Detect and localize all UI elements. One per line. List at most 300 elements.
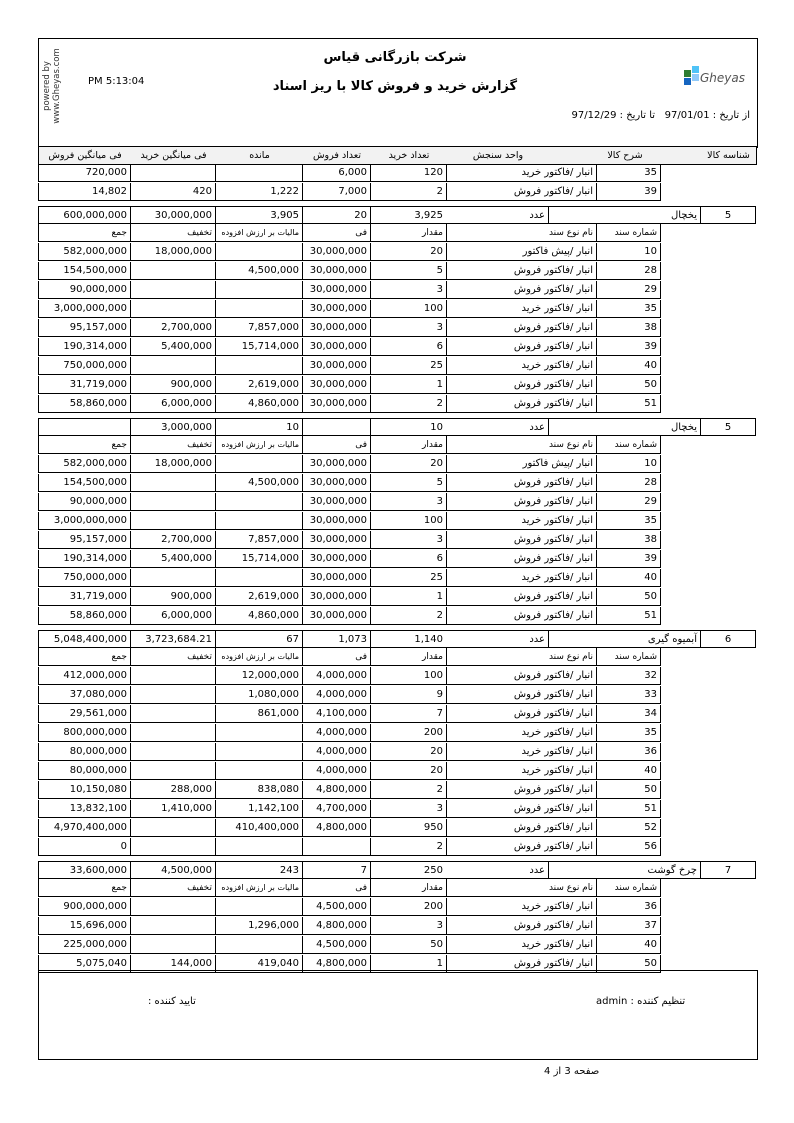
item-unit: عدد bbox=[446, 630, 548, 648]
doc-qty: 7 bbox=[370, 705, 446, 723]
doc-type: انبار /فاکتور فروش bbox=[446, 395, 596, 413]
doc-number: 35 bbox=[596, 512, 661, 530]
doc-discount bbox=[130, 686, 215, 704]
doc-vat bbox=[215, 512, 302, 530]
detail-row bbox=[38, 531, 756, 550]
doc-discount bbox=[130, 164, 215, 182]
item-avg-sell: 33,600,000 bbox=[38, 861, 130, 879]
doc-qty: 25 bbox=[370, 357, 446, 375]
item-remaining: 3,905 bbox=[215, 206, 302, 224]
doc-price: 30,000,000 bbox=[302, 512, 370, 530]
doc-total: 225,000,000 bbox=[38, 936, 130, 954]
doc-discount bbox=[130, 936, 215, 954]
doc-number: 34 bbox=[596, 705, 661, 723]
detail-row bbox=[38, 357, 756, 376]
doc-type: انبار /فاکتور خرید bbox=[446, 724, 596, 742]
doc-type: انبار /فاکتور فروش bbox=[446, 838, 596, 856]
item-avg-buy: 3,723,684.21 bbox=[130, 630, 215, 648]
doc-total: 29,561,000 bbox=[38, 705, 130, 723]
doc-discount: 420 bbox=[130, 183, 215, 201]
doc-discount: 900,000 bbox=[130, 588, 215, 606]
page-label: صفحه bbox=[573, 1066, 600, 1077]
detail-row bbox=[38, 319, 756, 338]
preparer-label: تنظیم کننده : bbox=[630, 996, 686, 1007]
detail-row bbox=[38, 474, 756, 493]
page-current: 3 bbox=[564, 1066, 571, 1077]
doc-total: 31,719,000 bbox=[38, 376, 130, 394]
detail-row bbox=[38, 455, 756, 474]
doc-qty: 6 bbox=[370, 338, 446, 356]
item-name: چرخ گوشت bbox=[548, 861, 700, 879]
doc-vat bbox=[215, 898, 302, 916]
company-name: شرکت بازرگانی قیاس bbox=[323, 50, 467, 65]
doc-qty: 6 bbox=[370, 550, 446, 568]
doc-vat: 7,857,000 bbox=[215, 319, 302, 337]
doc-qty: 3 bbox=[370, 917, 446, 935]
doc-price: 4,000,000 bbox=[302, 724, 370, 742]
item-id: 7 bbox=[700, 861, 756, 879]
doc-vat: 4,500,000 bbox=[215, 262, 302, 280]
doc-price: 30,000,000 bbox=[302, 243, 370, 261]
doc-discount: 6,000,000 bbox=[130, 395, 215, 413]
doc-type: انبار /فاکتور فروش bbox=[446, 607, 596, 625]
detail-row bbox=[38, 183, 756, 202]
doc-type: انبار /فاکتور خرید bbox=[446, 898, 596, 916]
label-qty: مقدار bbox=[370, 879, 446, 897]
doc-price: 4,800,000 bbox=[302, 781, 370, 799]
col-sell-count: تعداد فروش bbox=[302, 146, 371, 165]
detail-row bbox=[38, 917, 756, 936]
label-doc-type: نام نوع سند bbox=[446, 648, 596, 666]
doc-type: انبار /فاکتور فروش bbox=[446, 686, 596, 704]
doc-number: 50 bbox=[596, 781, 661, 799]
item-name: یخچال bbox=[548, 206, 700, 224]
detail-label-row bbox=[38, 224, 756, 243]
doc-price: 4,500,000 bbox=[302, 898, 370, 916]
doc-number: 39 bbox=[596, 338, 661, 356]
doc-discount bbox=[130, 898, 215, 916]
page-number bbox=[544, 1066, 599, 1077]
doc-type: انبار /فاکتور فروش bbox=[446, 338, 596, 356]
item-summary-row bbox=[38, 417, 756, 436]
doc-vat: 4,860,000 bbox=[215, 607, 302, 625]
powered-by bbox=[40, 42, 64, 134]
doc-qty: 20 bbox=[370, 743, 446, 761]
doc-price: 30,000,000 bbox=[302, 493, 370, 511]
doc-qty: 100 bbox=[370, 667, 446, 685]
doc-number: 51 bbox=[596, 395, 661, 413]
label-discount: تخفیف bbox=[130, 648, 215, 666]
doc-number: 38 bbox=[596, 319, 661, 337]
doc-vat bbox=[215, 838, 302, 856]
doc-vat bbox=[215, 936, 302, 954]
item-buy-count: 3,925 bbox=[370, 206, 446, 224]
doc-number: 40 bbox=[596, 936, 661, 954]
doc-type: انبار /پیش فاکتور bbox=[446, 243, 596, 261]
doc-total: 58,860,000 bbox=[38, 395, 130, 413]
doc-discount bbox=[130, 819, 215, 837]
doc-qty: 3 bbox=[370, 493, 446, 511]
signature-box bbox=[38, 970, 758, 1060]
logo-mark-icon bbox=[684, 66, 699, 85]
doc-vat bbox=[215, 281, 302, 299]
doc-vat bbox=[215, 493, 302, 511]
doc-total: 31,719,000 bbox=[38, 588, 130, 606]
detail-row bbox=[38, 667, 756, 686]
doc-vat bbox=[215, 743, 302, 761]
doc-total: 154,500,000 bbox=[38, 262, 130, 280]
doc-qty: 25 bbox=[370, 569, 446, 587]
doc-total: 4,970,400,000 bbox=[38, 819, 130, 837]
doc-type: انبار /فاکتور خرید bbox=[446, 936, 596, 954]
doc-discount: 2,700,000 bbox=[130, 531, 215, 549]
doc-total: 750,000,000 bbox=[38, 569, 130, 587]
doc-type: انبار /فاکتور فروش bbox=[446, 319, 596, 337]
doc-type: انبار /فاکتور فروش bbox=[446, 781, 596, 799]
item-sell-count: 7 bbox=[302, 861, 370, 879]
detail-label-row bbox=[38, 436, 756, 455]
doc-type: انبار /فاکتور خرید bbox=[446, 512, 596, 530]
doc-number: 36 bbox=[596, 898, 661, 916]
item-buy-count: 250 bbox=[370, 861, 446, 879]
doc-type: انبار /فاکتور فروش bbox=[446, 588, 596, 606]
detail-row bbox=[38, 838, 756, 857]
print-time: PM 5:13:04 bbox=[88, 76, 145, 87]
label-qty: مقدار bbox=[370, 224, 446, 242]
doc-type: انبار /فاکتور فروش bbox=[446, 550, 596, 568]
doc-qty: 2 bbox=[370, 395, 446, 413]
doc-total: 3,000,000,000 bbox=[38, 300, 130, 318]
item-sell-count: 1,073 bbox=[302, 630, 370, 648]
doc-price: 30,000,000 bbox=[302, 455, 370, 473]
doc-qty: 20 bbox=[370, 243, 446, 261]
doc-type: انبار /فاکتور خرید bbox=[446, 357, 596, 375]
doc-price: 30,000,000 bbox=[302, 376, 370, 394]
doc-discount bbox=[130, 838, 215, 856]
doc-price: 30,000,000 bbox=[302, 550, 370, 568]
doc-vat: 1,222 bbox=[215, 183, 302, 201]
doc-discount bbox=[130, 493, 215, 511]
doc-vat: 4,500,000 bbox=[215, 474, 302, 492]
label-qty: مقدار bbox=[370, 648, 446, 666]
doc-price: 30,000,000 bbox=[302, 569, 370, 587]
doc-total: 0 bbox=[38, 838, 130, 856]
doc-discount bbox=[130, 300, 215, 318]
doc-number: 10 bbox=[596, 243, 661, 261]
detail-row bbox=[38, 781, 756, 800]
doc-price: 30,000,000 bbox=[302, 395, 370, 413]
item-unit: عدد bbox=[446, 418, 548, 436]
doc-total: 14,802 bbox=[38, 183, 130, 201]
doc-type: انبار /فاکتور فروش bbox=[446, 376, 596, 394]
doc-price: 30,000,000 bbox=[302, 262, 370, 280]
doc-number: 40 bbox=[596, 569, 661, 587]
doc-number: 38 bbox=[596, 531, 661, 549]
item-summary-row bbox=[38, 860, 756, 879]
doc-vat: 1,296,000 bbox=[215, 917, 302, 935]
detail-row bbox=[38, 164, 756, 183]
doc-total: 582,000,000 bbox=[38, 243, 130, 261]
doc-qty: 20 bbox=[370, 762, 446, 780]
doc-price: 30,000,000 bbox=[302, 531, 370, 549]
approver bbox=[148, 996, 196, 1007]
doc-discount: 2,700,000 bbox=[130, 319, 215, 337]
doc-type: انبار /فاکتور فروش bbox=[446, 183, 596, 201]
label-discount: تخفیف bbox=[130, 436, 215, 454]
doc-qty: 50 bbox=[370, 936, 446, 954]
detail-row bbox=[38, 800, 756, 819]
detail-row bbox=[38, 493, 756, 512]
doc-qty: 2 bbox=[370, 838, 446, 856]
label-doc-type: نام نوع سند bbox=[446, 436, 596, 454]
doc-discount bbox=[130, 262, 215, 280]
doc-number: 50 bbox=[596, 376, 661, 394]
label-price: فی bbox=[302, 436, 370, 454]
doc-number: 29 bbox=[596, 281, 661, 299]
item-name: یخچال bbox=[548, 418, 700, 436]
doc-price: 4,800,000 bbox=[302, 917, 370, 935]
doc-price: 30,000,000 bbox=[302, 338, 370, 356]
doc-vat bbox=[215, 762, 302, 780]
doc-vat: 15,714,000 bbox=[215, 338, 302, 356]
doc-type: انبار /فاکتور فروش bbox=[446, 281, 596, 299]
doc-type: انبار /فاکتور خرید bbox=[446, 743, 596, 761]
doc-number: 39 bbox=[596, 183, 661, 201]
doc-price: 4,000,000 bbox=[302, 686, 370, 704]
doc-total: 90,000,000 bbox=[38, 493, 130, 511]
doc-type: انبار /فاکتور فروش bbox=[446, 493, 596, 511]
doc-total: 190,314,000 bbox=[38, 550, 130, 568]
doc-number: 50 bbox=[596, 955, 661, 973]
doc-type: انبار /فاکتور خرید bbox=[446, 762, 596, 780]
label-discount: تخفیف bbox=[130, 879, 215, 897]
doc-price: 4,000,000 bbox=[302, 762, 370, 780]
doc-total: 90,000,000 bbox=[38, 281, 130, 299]
doc-number: 35 bbox=[596, 300, 661, 318]
doc-number: 40 bbox=[596, 357, 661, 375]
col-avg-sell: فی میانگین فروش bbox=[38, 146, 131, 165]
label-price: فی bbox=[302, 648, 370, 666]
doc-type: انبار /فاکتور فروش bbox=[446, 955, 596, 973]
detail-row bbox=[38, 762, 756, 781]
doc-vat: 7,857,000 bbox=[215, 531, 302, 549]
detail-row bbox=[38, 724, 756, 743]
doc-price: 6,000 bbox=[302, 164, 370, 182]
detail-label-row bbox=[38, 648, 756, 667]
logo-text: Gheyas bbox=[700, 71, 745, 85]
doc-number: 35 bbox=[596, 724, 661, 742]
label-vat: مالیات بر ارزش افزوده bbox=[215, 224, 302, 242]
preparer-name: admin bbox=[596, 996, 628, 1007]
doc-type: انبار /فاکتور فروش bbox=[446, 474, 596, 492]
item-summary-row bbox=[38, 629, 756, 648]
approver-label: تایید کننده : bbox=[148, 996, 196, 1007]
item-remaining: 67 bbox=[215, 630, 302, 648]
doc-discount: 288,000 bbox=[130, 781, 215, 799]
doc-number: 32 bbox=[596, 667, 661, 685]
doc-discount bbox=[130, 743, 215, 761]
doc-qty: 20 bbox=[370, 455, 446, 473]
detail-row bbox=[38, 705, 756, 724]
item-remaining: 10 bbox=[215, 418, 302, 436]
doc-total: 37,080,000 bbox=[38, 686, 130, 704]
detail-row bbox=[38, 281, 756, 300]
item-sell-count: 20 bbox=[302, 206, 370, 224]
doc-vat: 419,040 bbox=[215, 955, 302, 973]
doc-number: 28 bbox=[596, 474, 661, 492]
item-summary-row bbox=[38, 205, 756, 224]
detail-row bbox=[38, 338, 756, 357]
doc-qty: 3 bbox=[370, 531, 446, 549]
doc-type: انبار /فاکتور فروش bbox=[446, 531, 596, 549]
doc-total: 900,000,000 bbox=[38, 898, 130, 916]
powered-by-label: powered by bbox=[42, 61, 52, 111]
doc-vat bbox=[215, 243, 302, 261]
doc-vat bbox=[215, 357, 302, 375]
label-vat: مالیات بر ارزش افزوده bbox=[215, 879, 302, 897]
label-price: فی bbox=[302, 879, 370, 897]
col-remaining: مانده bbox=[215, 146, 303, 165]
doc-total: 412,000,000 bbox=[38, 667, 130, 685]
doc-number: 39 bbox=[596, 550, 661, 568]
doc-number: 40 bbox=[596, 762, 661, 780]
doc-qty: 1 bbox=[370, 376, 446, 394]
doc-price: 30,000,000 bbox=[302, 474, 370, 492]
doc-type: انبار /فاکتور خرید bbox=[446, 300, 596, 318]
date-from-label: از تاریخ : bbox=[712, 110, 750, 121]
doc-discount bbox=[130, 724, 215, 742]
detail-row bbox=[38, 936, 756, 955]
doc-qty: 3 bbox=[370, 800, 446, 818]
doc-discount bbox=[130, 357, 215, 375]
doc-vat: 410,400,000 bbox=[215, 819, 302, 837]
date-range bbox=[560, 110, 750, 121]
powered-by-site: www.Gheyas.com bbox=[52, 48, 62, 124]
doc-vat: 4,860,000 bbox=[215, 395, 302, 413]
label-vat: مالیات بر ارزش افزوده bbox=[215, 648, 302, 666]
label-total: جمع bbox=[38, 224, 130, 242]
doc-number: 29 bbox=[596, 493, 661, 511]
doc-vat bbox=[215, 724, 302, 742]
label-doc-type: نام نوع سند bbox=[446, 224, 596, 242]
doc-total: 95,157,000 bbox=[38, 319, 130, 337]
item-avg-sell bbox=[38, 418, 130, 436]
item-id: 5 bbox=[700, 206, 756, 224]
label-qty: مقدار bbox=[370, 436, 446, 454]
doc-total: 5,075,040 bbox=[38, 955, 130, 973]
detail-row bbox=[38, 550, 756, 569]
item-avg-buy: 3,000,000 bbox=[130, 418, 215, 436]
doc-qty: 9 bbox=[370, 686, 446, 704]
col-item-desc: شرح کالا bbox=[548, 146, 701, 165]
doc-vat bbox=[215, 455, 302, 473]
doc-number: 28 bbox=[596, 262, 661, 280]
col-item-id: شناسه کالا bbox=[700, 146, 757, 165]
doc-total: 800,000,000 bbox=[38, 724, 130, 742]
label-doc-no: شماره سند bbox=[596, 648, 661, 666]
doc-price: 4,000,000 bbox=[302, 667, 370, 685]
doc-vat: 1,080,000 bbox=[215, 686, 302, 704]
date-to: 97/12/29 bbox=[571, 110, 617, 121]
doc-qty: 2 bbox=[370, 183, 446, 201]
page-total: 4 bbox=[544, 1066, 551, 1077]
doc-number: 52 bbox=[596, 819, 661, 837]
doc-vat: 838,080 bbox=[215, 781, 302, 799]
detail-row bbox=[38, 607, 756, 626]
item-unit: عدد bbox=[446, 861, 548, 879]
doc-discount bbox=[130, 917, 215, 935]
col-buy-count: تعداد خرید bbox=[370, 146, 447, 165]
doc-vat bbox=[215, 164, 302, 182]
doc-total: 10,150,080 bbox=[38, 781, 130, 799]
doc-discount bbox=[130, 512, 215, 530]
doc-type: انبار /پیش فاکتور bbox=[446, 455, 596, 473]
doc-discount bbox=[130, 667, 215, 685]
detail-row bbox=[38, 376, 756, 395]
doc-price: 30,000,000 bbox=[302, 588, 370, 606]
doc-total: 15,696,000 bbox=[38, 917, 130, 935]
item-avg-buy: 30,000,000 bbox=[130, 206, 215, 224]
doc-total: 3,000,000,000 bbox=[38, 512, 130, 530]
detail-row bbox=[38, 743, 756, 762]
doc-price bbox=[302, 838, 370, 856]
doc-price: 30,000,000 bbox=[302, 300, 370, 318]
doc-price: 30,000,000 bbox=[302, 281, 370, 299]
detail-row bbox=[38, 512, 756, 531]
table-header bbox=[38, 146, 756, 164]
doc-vat bbox=[215, 300, 302, 318]
item-avg-sell: 600,000,000 bbox=[38, 206, 130, 224]
doc-price: 4,800,000 bbox=[302, 955, 370, 973]
doc-qty: 950 bbox=[370, 819, 446, 837]
doc-qty: 3 bbox=[370, 281, 446, 299]
doc-total: 95,157,000 bbox=[38, 531, 130, 549]
item-avg-sell: 5,048,400,000 bbox=[38, 630, 130, 648]
doc-discount: 5,400,000 bbox=[130, 338, 215, 356]
detail-row bbox=[38, 243, 756, 262]
label-doc-no: شماره سند bbox=[596, 436, 661, 454]
doc-total: 80,000,000 bbox=[38, 762, 130, 780]
item-id: 6 bbox=[700, 630, 756, 648]
doc-discount bbox=[130, 705, 215, 723]
doc-discount: 5,400,000 bbox=[130, 550, 215, 568]
item-buy-count: 1,140 bbox=[370, 630, 446, 648]
doc-total: 582,000,000 bbox=[38, 455, 130, 473]
detail-row bbox=[38, 569, 756, 588]
doc-number: 37 bbox=[596, 917, 661, 935]
item-remaining: 243 bbox=[215, 861, 302, 879]
doc-number: 51 bbox=[596, 607, 661, 625]
item-avg-buy: 4,500,000 bbox=[130, 861, 215, 879]
doc-qty: 2 bbox=[370, 781, 446, 799]
doc-price: 4,000,000 bbox=[302, 743, 370, 761]
doc-price: 30,000,000 bbox=[302, 319, 370, 337]
doc-type: انبار /فاکتور فروش bbox=[446, 800, 596, 818]
detail-row bbox=[38, 300, 756, 319]
detail-label-row bbox=[38, 879, 756, 898]
doc-type: انبار /فاکتور فروش bbox=[446, 262, 596, 280]
doc-qty: 100 bbox=[370, 512, 446, 530]
doc-qty: 1 bbox=[370, 588, 446, 606]
doc-discount bbox=[130, 569, 215, 587]
doc-price: 4,500,000 bbox=[302, 936, 370, 954]
label-doc-no: شماره سند bbox=[596, 879, 661, 897]
doc-price: 30,000,000 bbox=[302, 357, 370, 375]
doc-price: 4,100,000 bbox=[302, 705, 370, 723]
label-vat: مالیات بر ارزش افزوده bbox=[215, 436, 302, 454]
item-sell-count bbox=[302, 418, 370, 436]
doc-discount: 144,000 bbox=[130, 955, 215, 973]
